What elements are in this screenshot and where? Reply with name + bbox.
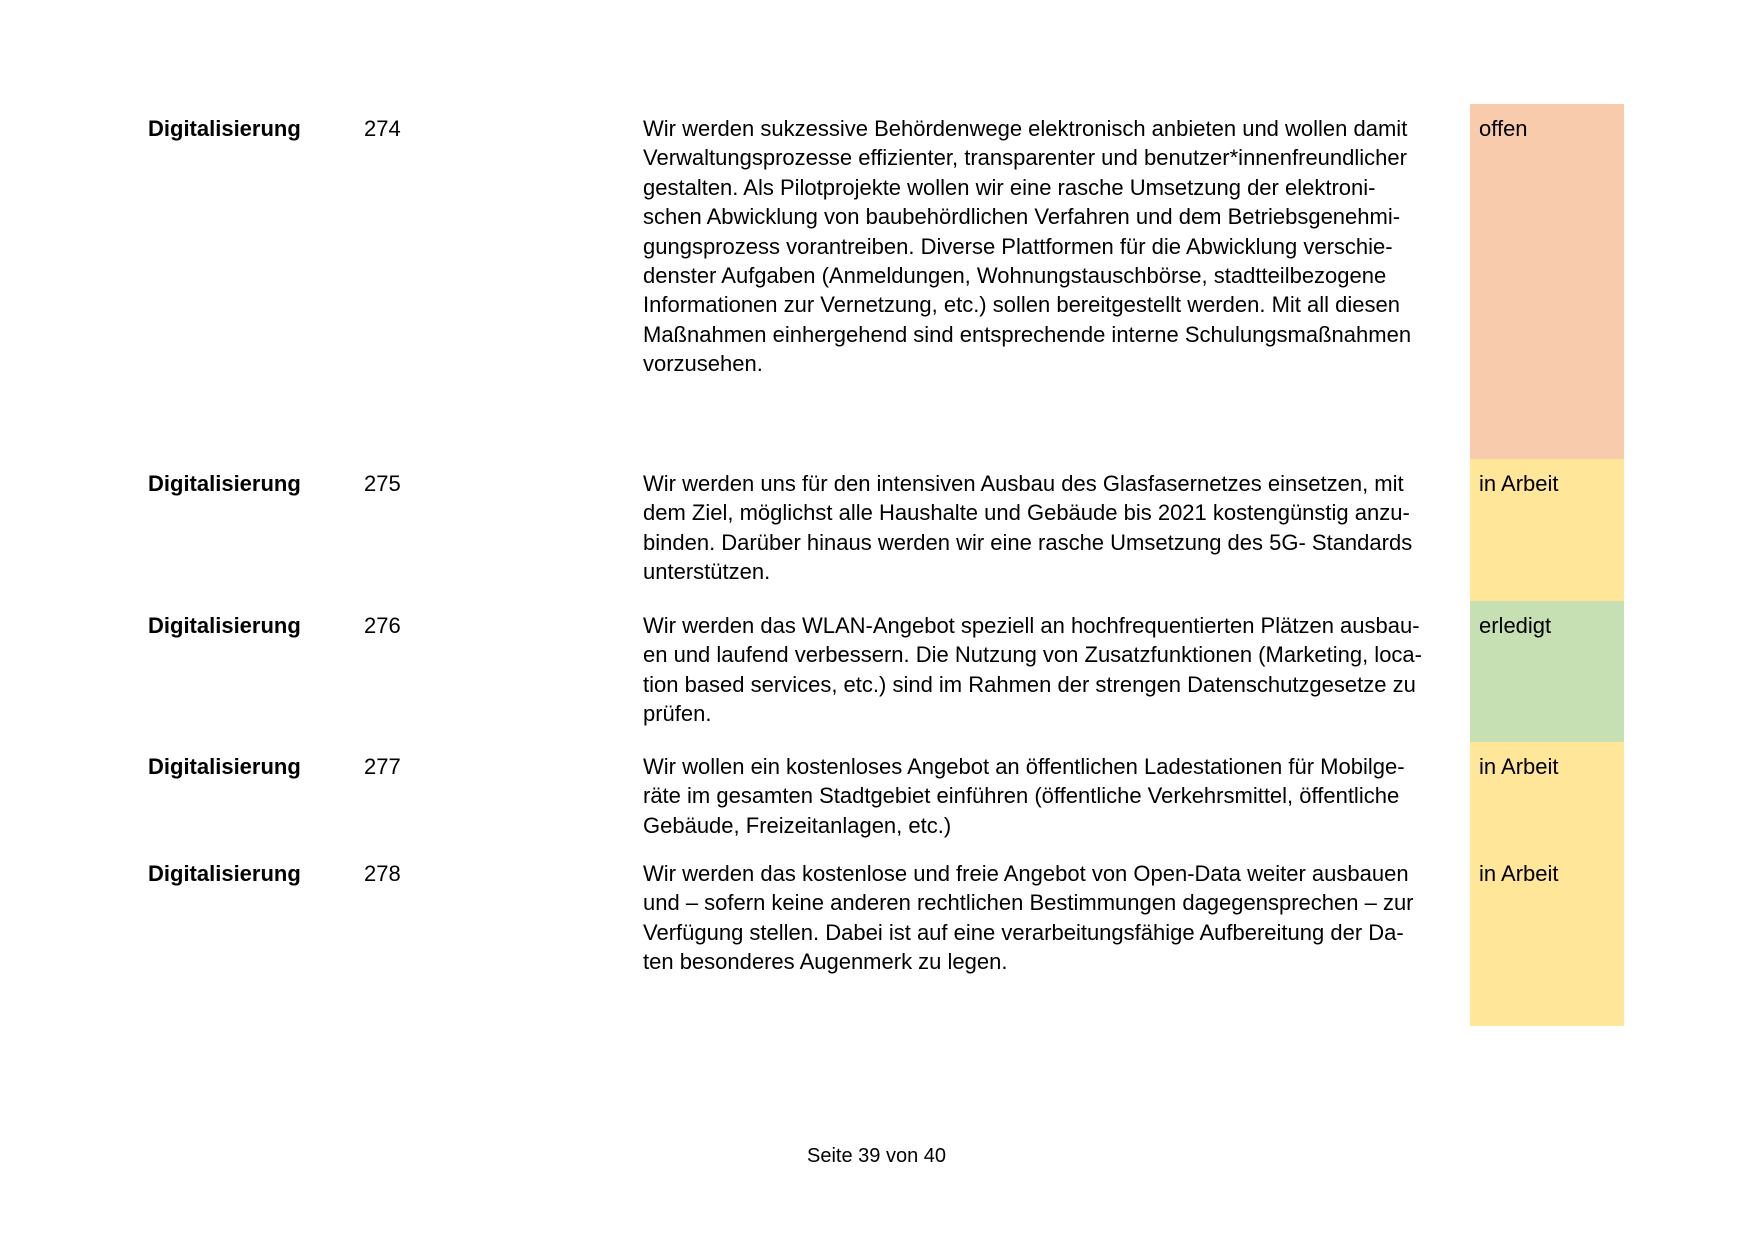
status-cell: offen bbox=[1470, 104, 1624, 459]
row-category: Digitalisierung bbox=[148, 471, 301, 496]
row-number: 274 bbox=[364, 116, 401, 141]
row-number: 275 bbox=[364, 471, 401, 496]
status-cell: erledigt bbox=[1470, 601, 1624, 742]
row-text: Wir werden sukzessive Behördenwege elektronisch anbieten und wollen damit Verwaltungsprozesse effizienter, transparenter und benutzer*innenfreundlicher gestalten. Als Pilotprojekte wollen wir eine rasche Umsetzung der elektroni- schen Abwicklung von baubehördlichen Verfahren und dem Betriebsgenehmi- gungsprozess vorantreiben. Diverse Plattformen für die Abwicklung verschie- denster Aufgaben (Anmeldungen, Wohnungstauschbörse, stadtteilbezogene Informationen zur Vernetzung, etc.) sollen bereitgestellt werden. Mit all diesen Maßnahmen einhergehend sind entsprechende interne Schulungsmaßnahmen vorzusehen. bbox=[643, 116, 1412, 377]
row-category: Digitalisierung bbox=[148, 116, 301, 141]
row-text: Wir wollen ein kostenloses Angebot an öffentlichen Ladestationen für Mobilge- räte im gesamten Stadtgebiet einführen (öffentliche Verkehrsmittel, öffentliche Gebäude, Freizeitanlagen, etc.) bbox=[643, 754, 1405, 838]
status-cell: in Arbeit bbox=[1470, 849, 1624, 1026]
row-number: 277 bbox=[364, 754, 401, 779]
row-text: Wir werden uns für den intensiven Ausbau des Glasfasernetzes einsetzen, mit dem Ziel, möglichst alle Haushalte und Gebäude bis 2021 kostengünstig anzu- binden. Darüber hinaus werden wir eine rasche Umsetzung des 5G- Standards unterstützen. bbox=[643, 471, 1413, 585]
page-number: Seite 39 von 40 bbox=[807, 1145, 946, 1167]
table-row bbox=[0, 104, 1753, 459]
row-text: Wir werden das kostenlose und freie Angebot von Open-Data weiter ausbauen und – sofern keine anderen rechtlichen Bestimmungen dagegensprechen – zur Verfügung stellen. Dabei ist auf eine verarbeitungsfähige Aufbereitung der Da- ten besonderes Augenmerk zu legen. bbox=[643, 861, 1414, 975]
status-cell: in Arbeit bbox=[1470, 742, 1624, 849]
row-category: Digitalisierung bbox=[148, 613, 301, 638]
row-text: Wir werden das WLAN-Angebot speziell an hochfrequentierten Plätzen ausbau- en und laufend verbessern. Die Nutzung von Zusatzfunktionen (Marketing, loca- tion based services, etc.) sind im Rahmen der strengen Datenschutzgesetze zu prüfen. bbox=[643, 613, 1422, 727]
row-number: 276 bbox=[364, 613, 401, 638]
row-category: Digitalisierung bbox=[148, 861, 301, 886]
status-cell: in Arbeit bbox=[1470, 459, 1624, 601]
table-row bbox=[0, 459, 1753, 601]
row-category: Digitalisierung bbox=[148, 754, 301, 779]
row-number: 278 bbox=[364, 861, 401, 886]
table-row bbox=[0, 742, 1753, 849]
table-row bbox=[0, 849, 1753, 1026]
table-row bbox=[0, 601, 1753, 742]
